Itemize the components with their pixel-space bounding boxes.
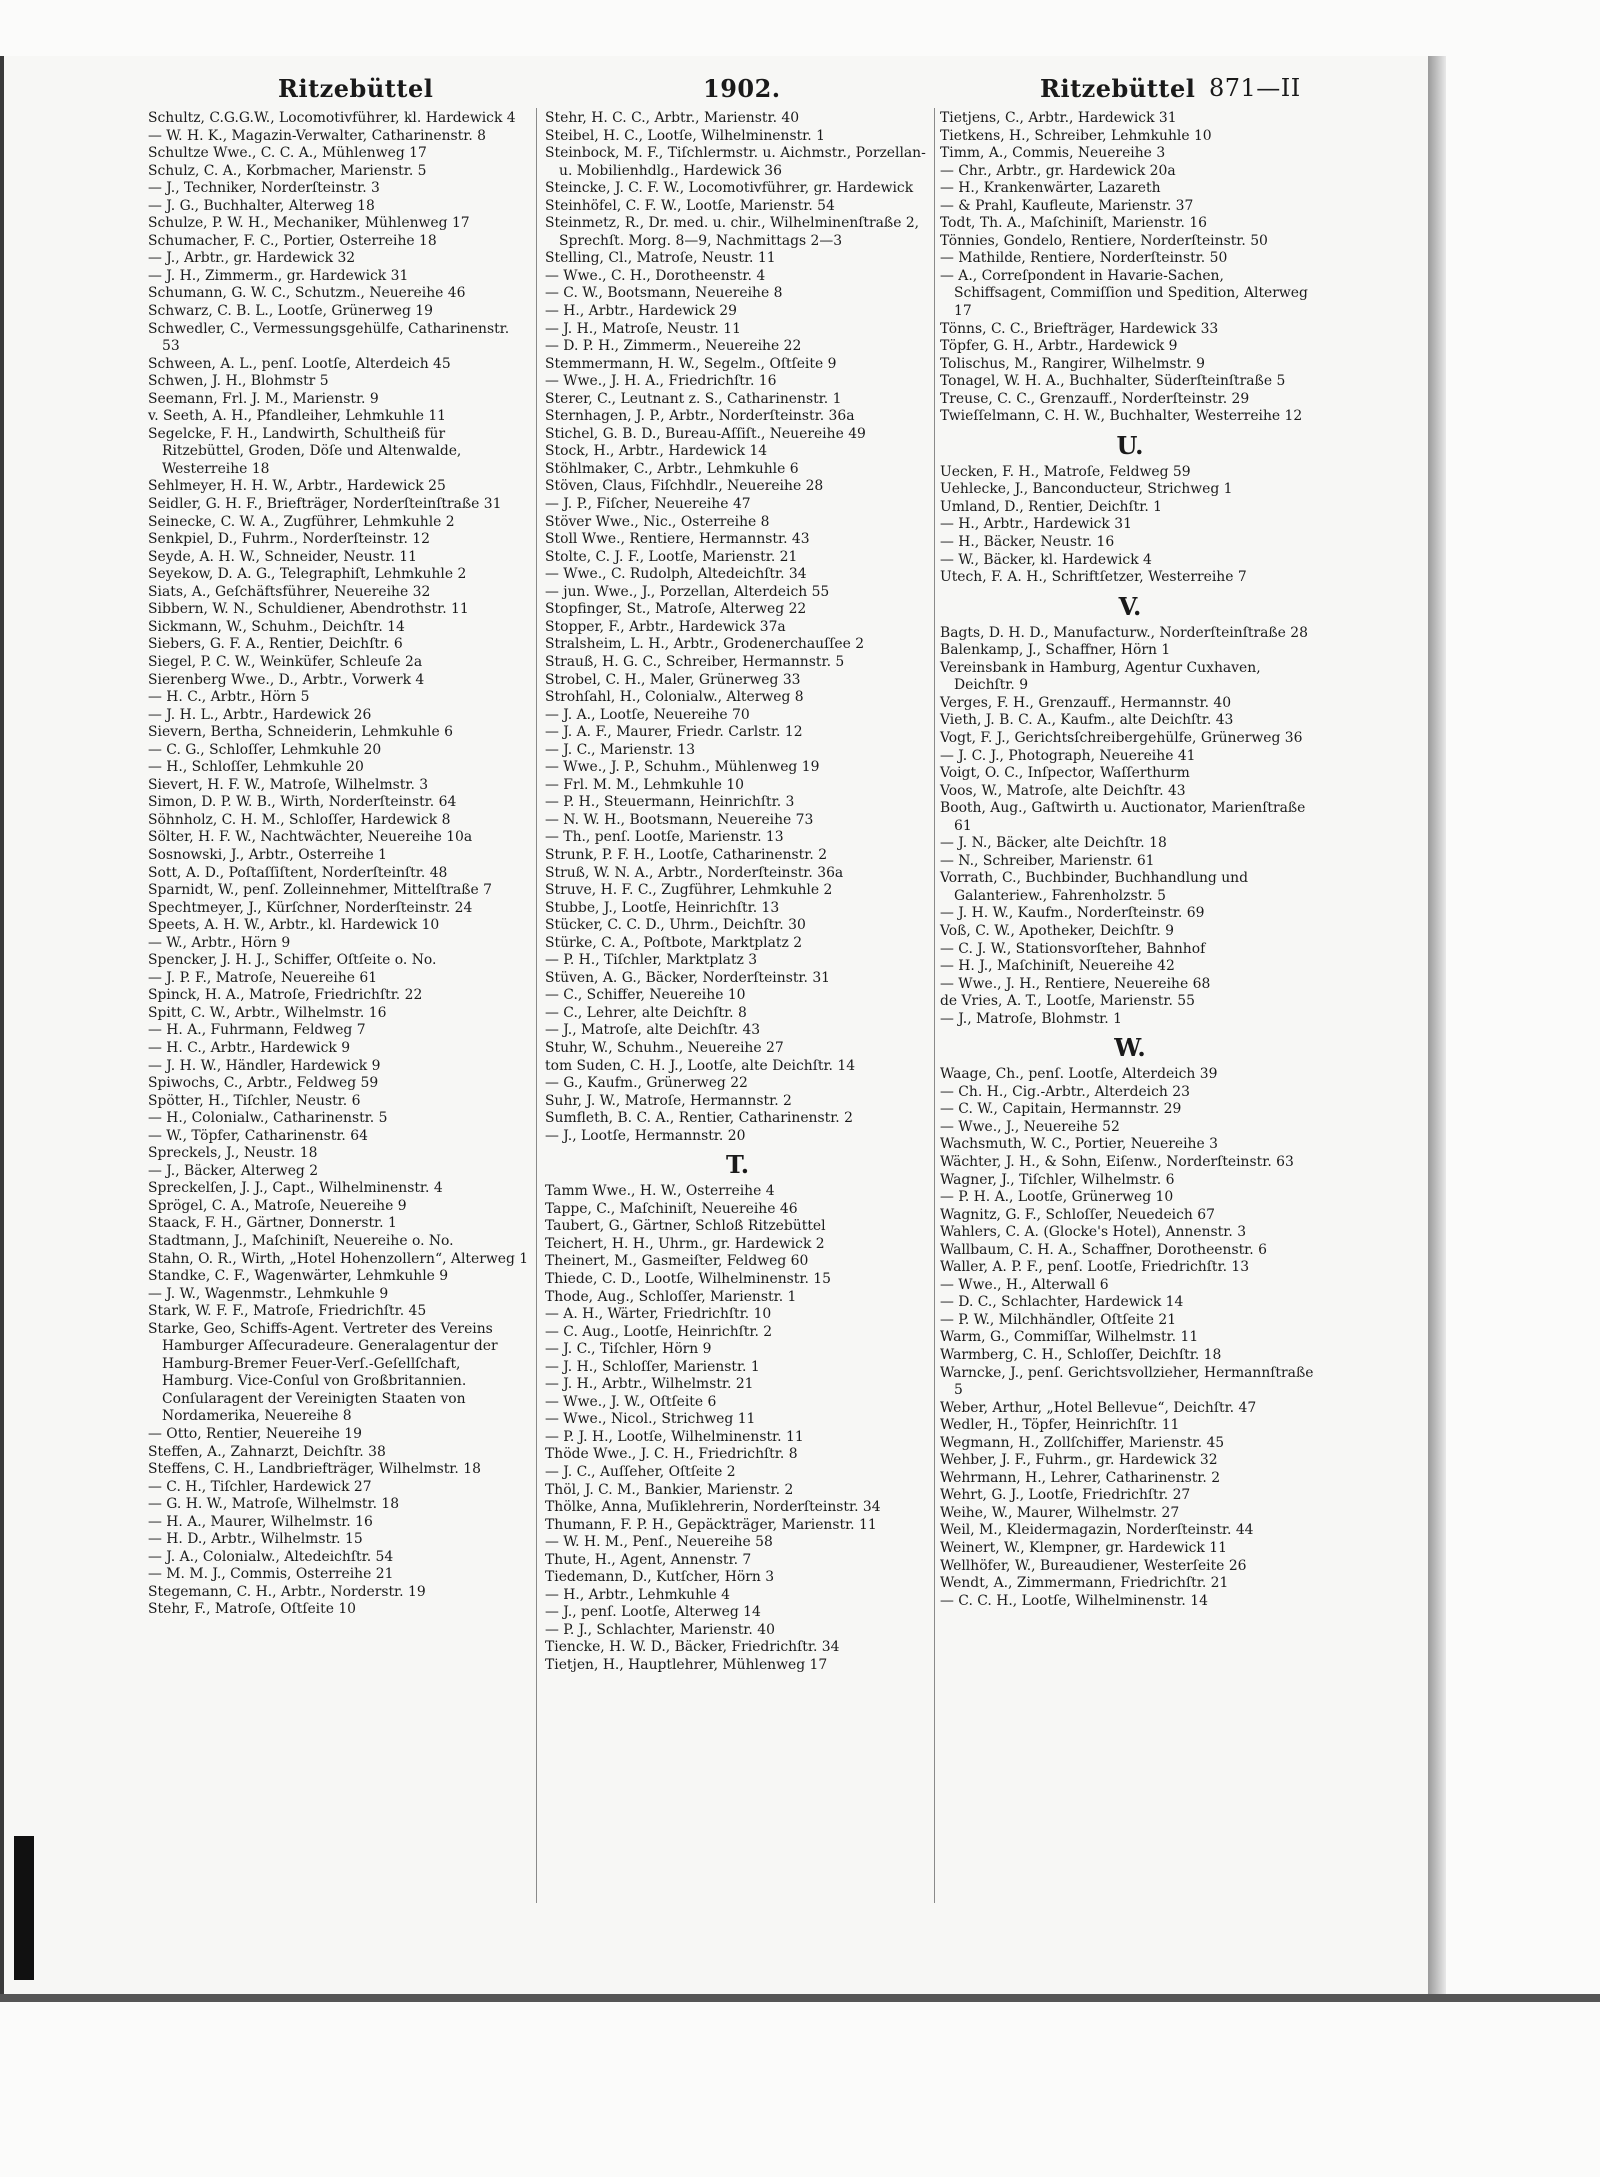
directory-entry: Seyde, A. H. W., Schneider, Neustr. 11	[148, 548, 417, 565]
directory-entry: Sierenberg Wwe., D., Arbtr., Vorwerk 4	[148, 671, 425, 688]
directory-entry: Voigt, O. C., Inſpector, Waſſerthurm	[940, 765, 1190, 782]
directory-entry: Tamm Wwe., H. W., Osterreihe 4	[545, 1183, 775, 1200]
directory-entry: Tietkens, H., Schreiber, Lehmkuhle 10	[940, 127, 1212, 144]
directory-entry: Uecken, F. H., Matroſe, Feldweg 59	[940, 463, 1191, 480]
directory-entry: Sprögel, C. A., Matroſe, Neuereihe 9	[148, 1197, 407, 1214]
column-divider	[536, 108, 537, 1903]
directory-entry: Thiede, C. D., Lootſe, Wilhelminenstr. 15	[545, 1271, 831, 1287]
directory-entry: — H. C., Arbtr., Hardewick 9	[148, 1039, 351, 1056]
directory-entry: Steinhöfel, C. F. W., Lootſe, Marienstr. 54	[545, 197, 835, 214]
directory-entry: Strunk, P. F. H., Lootſe, Catharinenstr. 2	[545, 846, 828, 863]
section-letter-heading: V.	[1118, 591, 1142, 621]
directory-entry: Thöl, J. C. M., Bankier, Marienstr. 2	[545, 1481, 794, 1498]
directory-entry: Spötter, H., Tiſchler, Neustr. 6	[148, 1092, 361, 1109]
directory-entry: Senkpiel, D., Fuhrm., Norderſteinstr. 12	[148, 531, 430, 548]
directory-entry: Verges, F. H., Grenzauff., Hermannstr. 40	[940, 694, 1232, 711]
directory-entry: Tietjen, H., Hauptlehrer, Mühlenweg 17	[545, 1657, 828, 1674]
directory-entry: — C. H., Tiſchler, Hardewick 27	[148, 1478, 372, 1495]
directory-entry: — P. J. H., Lootſe, Wilhelminenstr. 11	[545, 1428, 804, 1445]
directory-entry: — W., Arbtr., Hörn 9	[148, 934, 291, 951]
directory-entry: Wagnitz, G. F., Schloſſer, Neuedeich 67	[940, 1206, 1215, 1223]
running-header-left: Ritzebüttel	[278, 74, 434, 103]
directory-entry: Sievert, H. F. W., Matroſe, Wilhelmstr. 3	[148, 776, 429, 793]
directory-column-2	[545, 110, 930, 1675]
directory-entry: — H. J., Maſchiniſt, Neuereihe 42	[940, 958, 1175, 975]
directory-entry: — G. H. W., Matroſe, Wilhelmstr. 18	[148, 1496, 400, 1513]
directory-entry: Staack, F. H., Gärtner, Donnerstr. 1	[148, 1215, 397, 1232]
directory-entry: Utech, F. A. H., Schriftſetzer, Westerreihe 7	[940, 569, 1247, 586]
directory-entry: Struve, H. F. C., Zugführer, Lehmkuhle 2	[545, 882, 833, 899]
directory-entry: — J., Arbtr., gr. Hardewick 32	[148, 250, 356, 267]
directory-entry: Steffen, A., Zahnarzt, Deichſtr. 38	[148, 1443, 386, 1460]
directory-entry: Steincke, J. C. F. W., Locomotivführer, gr. Hardewick	[545, 180, 914, 197]
running-header-right: Ritzebüttel	[1040, 74, 1196, 103]
directory-entry: Tonagel, W. H. A., Buchhalter, Süderſteinſtraße 5	[940, 373, 1286, 390]
directory-entry: — H., Arbtr., Hardewick 29	[545, 303, 737, 320]
directory-entry: Steibel, H. C., Lootſe, Wilhelminenstr. 1	[545, 127, 825, 144]
directory-entry: — J. P., Fiſcher, Neuereihe 47	[545, 496, 751, 513]
page-number: 871—II	[1209, 74, 1301, 102]
directory-entry: — J. H., Schloſſer, Marienstr. 1	[545, 1358, 760, 1375]
directory-entry: Strauß, H. G. C., Schreiber, Hermannstr. 5	[545, 653, 845, 670]
directory-entry: Tönnies, Gondelo, Rentiere, Norderſteinstr. 50	[940, 232, 1268, 249]
directory-entry: Voß, C. W., Apotheker, Deichſtr. 9	[940, 922, 1174, 939]
directory-entry: Stark, W. F. F., Matroſe, Friedrichſtr. 45	[148, 1303, 427, 1320]
directory-entry: — J., Techniker, Norderſteinstr. 3	[148, 180, 380, 197]
directory-entry: — J. C., Tiſchler, Hörn 9	[545, 1341, 712, 1358]
running-header-year: 1902.	[703, 74, 781, 103]
directory-entry: Steinbock, M. F., Tiſchlermstr. u. Aichmstr., Porzellan- u. Mobilienhdlg., Hardewick 36	[545, 145, 926, 179]
directory-entry: Starke, Geo, Schiffs-Agent. Vertreter des Vereins Hamburger Aſſecuradeure. Generalagentur der Hamburg-Bremer Feuer-Verſ.-Geſellſchaft, Hamburg. Vice-Conſul von Großbritannien. Conſularagent der Vereinigten Staaten von Nordamerika, Neuereihe 8	[148, 1320, 498, 1425]
directory-entry: Schwarz, C. B. L., Lootſe, Grünerweg 19	[148, 303, 433, 320]
directory-entry: Tiencke, H. W. D., Bäcker, Friedrichſtr. 34	[545, 1639, 840, 1656]
directory-entry: — Th., penſ. Lootſe, Marienstr. 13	[545, 829, 784, 846]
directory-entry: — J. A., Colonialw., Altedeichſtr. 54	[148, 1548, 394, 1565]
directory-entry: — H. D., Arbtr., Wilhelmstr. 15	[148, 1531, 363, 1548]
directory-entry: — J. H., Zimmerm., gr. Hardewick 31	[148, 267, 409, 284]
directory-entry: — Wwe., Nicol., Strichweg 11	[545, 1411, 756, 1428]
directory-entry: — H., Bäcker, Neustr. 16	[940, 534, 1115, 551]
directory-entry: Teichert, H. H., Uhrm., gr. Hardewick 2	[545, 1235, 825, 1252]
directory-entry: — W. H. M., Penſ., Neuereihe 58	[545, 1534, 773, 1551]
directory-entry: Strobel, C. H., Maler, Grünerweg 33	[545, 671, 801, 688]
directory-entry: Tönns, C. C., Briefträger, Hardewick 33	[940, 320, 1219, 337]
directory-entry: — & Prahl, Kaufleute, Marienstr. 37	[940, 197, 1194, 214]
directory-entry: — A. H., Wärter, Friedrichſtr. 10	[545, 1306, 772, 1323]
directory-entry: — W. H. K., Magazin-Verwalter, Catharinenstr. 8	[148, 127, 487, 144]
directory-entry: Sibbern, W. N., Schuldiener, Abendrothstr. 11	[148, 601, 469, 618]
directory-entry: Sumfleth, B. C. A., Rentier, Catharinenstr. 2	[545, 1110, 853, 1127]
directory-entry: — C., Lehrer, alte Deichſtr. 8	[545, 1004, 747, 1021]
directory-entry: Simon, D. P. W. B., Wirth, Norderſteinstr. 64	[148, 794, 457, 811]
directory-entry: Stemmermann, H. W., Segelm., Oſtſeite 9	[545, 355, 837, 372]
directory-entry: Vereinsbank in Hamburg, Agentur Cuxhaven, Deichſtr. 9	[940, 659, 1261, 694]
directory-entry: — H., Schloſſer, Lehmkuhle 20	[148, 759, 364, 776]
directory-entry: Todt, Th. A., Maſchiniſt, Marienstr. 16	[940, 215, 1208, 232]
directory-entry: v. Seeth, A. H., Pfandleiher, Lehmkuhle 11	[148, 408, 447, 425]
directory-entry: Waage, Ch., penſ. Lootſe, Alterdeich 39	[940, 1066, 1218, 1083]
directory-entry: — Wwe., C. H., Dorotheenstr. 4	[545, 267, 766, 284]
directory-entry: Suhr, J. W., Matroſe, Hermannstr. 2	[545, 1092, 792, 1109]
directory-entry: — J. P. F., Matroſe, Neuereihe 61	[148, 969, 378, 986]
directory-entry: Theinert, M., Gasmeiſter, Feldweg 60	[545, 1253, 809, 1270]
directory-entry: Schwen, J. H., Blohmstr 5	[148, 373, 329, 390]
directory-entry: Voos, W., Matroſe, alte Deichſtr. 43	[940, 782, 1186, 799]
directory-entry: — Wwe., C. Rudolph, Altedeichſtr. 34	[545, 566, 807, 583]
directory-entry: Timm, A., Commis, Neuereihe 3	[940, 145, 1166, 162]
directory-entry: Schultz, C.G.G.W., Locomotivführer, kl. Hardewick 4	[148, 110, 516, 126]
directory-entry: tom Suden, C. H. J., Lootſe, alte Deichſtr. 14	[545, 1057, 856, 1074]
directory-entry: — P. J., Schlachter, Marienstr. 40	[545, 1621, 775, 1638]
directory-entry: Weber, Arthur, „Hotel Bellevue“, Deichſtr. 47	[940, 1399, 1257, 1416]
directory-entry: Wendt, A., Zimmermann, Friedrichſtr. 21	[940, 1575, 1229, 1592]
directory-entry: Taubert, G., Gärtner, Schloß Ritzebüttel	[545, 1218, 826, 1235]
directory-entry: Siegel, P. C. W., Weinküfer, Schleuſe 2a	[148, 653, 423, 670]
scan-bottom-edge	[0, 1994, 1600, 2002]
directory-entry: Warncke, J., penſ. Gerichtsvollzieher, Hermannſtraße 5	[940, 1364, 1314, 1399]
directory-entry: — Mathilde, Rentiere, Norderſteinstr. 50	[940, 250, 1228, 267]
directory-entry: Stöver Wwe., Nic., Osterreihe 8	[545, 513, 770, 530]
directory-entry: Bagts, D. H. D., Manufacturw., Norderſteinſtraße 28	[940, 624, 1308, 641]
page-left-edge	[0, 56, 4, 2000]
directory-entry: Sternhagen, J. P., Arbtr., Norderſteinstr. 36a	[545, 408, 855, 425]
directory-entry: Balenkamp, J., Schaffner, Hörn 1	[940, 642, 1171, 659]
directory-entry: Stöven, Claus, Fiſchhdlr., Neuereihe 28	[545, 478, 824, 495]
section-letter-heading: T.	[725, 1150, 750, 1180]
directory-entry: de Vries, A. T., Lootſe, Marienstr. 55	[940, 993, 1195, 1010]
directory-entry: Segelcke, F. H., Landwirth, Schultheiß für Ritzebüttel, Groden, Döſe und Altenwalde, Westerreihe 18	[148, 425, 462, 477]
directory-entry: — J. H. W., Händler, Hardewick 9	[148, 1057, 381, 1074]
directory-entry: — P. H., Tiſchler, Marktplatz 3	[545, 952, 758, 969]
directory-entry: Siats, A., Geſchäftsführer, Neuereihe 32	[148, 583, 431, 600]
directory-entry: Sölter, H. F. W., Nachtwächter, Neuereihe 10a	[148, 829, 473, 846]
directory-entry: — Wwe., J., Neuereihe 52	[940, 1118, 1120, 1135]
directory-entry: — M. M. J., Commis, Osterreihe 21	[148, 1566, 394, 1583]
directory-entry: Spinck, H. A., Matroſe, Friedrichſtr. 22	[148, 987, 423, 1004]
directory-entry: Sparnidt, W., penſ. Zolleinnehmer, Mittelſtraße 7	[148, 882, 492, 899]
directory-entry: — H. C., Arbtr., Hörn 5	[148, 689, 310, 706]
directory-entry: Struß, W. N. A., Arbtr., Norderſteinstr. 36a	[545, 864, 844, 881]
directory-entry: Wehber, J. F., Fuhrm., gr. Hardewick 32	[940, 1452, 1218, 1469]
directory-entry: — J. H., Matroſe, Neustr. 11	[545, 320, 741, 337]
directory-entry: Stöhlmaker, C., Arbtr., Lehmkuhle 6	[545, 460, 799, 477]
directory-entry: — jun. Wwe., J., Porzellan, Alterdeich 55	[545, 583, 830, 600]
directory-entry: — Wwe., H., Alterwall 6	[940, 1276, 1109, 1293]
directory-entry: Wellhöfer, W., Bureaudiener, Westerſeite 26	[940, 1557, 1247, 1574]
directory-entry: Siebers, G. F. A., Rentier, Deichſtr. 6	[148, 636, 403, 653]
directory-entry: Stopfinger, St., Matroſe, Alterweg 22	[545, 601, 807, 618]
directory-entry: Vorrath, C., Buchbinder, Buchhandlung und Galanteriew., Fahrenholzstr. 5	[940, 870, 1249, 904]
directory-entry: — H. A., Fuhrmann, Feldweg 7	[148, 1022, 366, 1039]
directory-entry: — J. H. W., Kaufm., Norderſteinstr. 69	[940, 905, 1205, 922]
directory-entry: — Ch. H., Cig.-Arbtr., Alterdeich 23	[940, 1083, 1190, 1100]
directory-entry: Stehr, F., Matroſe, Oſtſeite 10	[148, 1601, 357, 1618]
directory-entry: — W., Töpfer, Catharinenstr. 64	[148, 1127, 368, 1144]
directory-entry: Spreckelſen, J. J., Capt., Wilhelminenstr. 4	[148, 1180, 443, 1197]
directory-entry: Vogt, F. J., Gerichtsſchreibergehülfe, Grünerweg 36	[940, 729, 1303, 746]
directory-entry: Stürke, C. A., Poſtbote, Marktplatz 2	[545, 934, 803, 951]
directory-entry: Umland, D., Rentier, Deichſtr. 1	[940, 498, 1163, 515]
directory-entry: Seemann, Frl. J. M., Marienstr. 9	[148, 390, 379, 407]
directory-entry: Stuhr, W., Schuhm., Neuereihe 27	[545, 1039, 784, 1056]
directory-entry: Thöde Wwe., J. C. H., Friedrichſtr. 8	[545, 1446, 798, 1463]
directory-entry: — J., penſ. Lootſe, Alterweg 14	[545, 1604, 761, 1621]
directory-entry: Stadtmann, J., Maſchiniſt, Neuereihe o. No.	[148, 1233, 454, 1249]
directory-entry: Vieth, J. B. C. A., Kaufm., alte Deichſtr. 43	[940, 712, 1234, 729]
directory-entry: Wachsmuth, W. C., Portier, Neuereihe 3	[940, 1136, 1218, 1153]
directory-entry: Spencker, J. H. J., Schiffer, Oſtſeite o. No.	[148, 952, 437, 969]
directory-entry: — C. W., Bootsmann, Neuereihe 8	[545, 285, 783, 302]
directory-entry: Tappe, C., Maſchiniſt, Neuereihe 46	[545, 1200, 798, 1217]
directory-entry: — C. C. H., Lootſe, Wilhelminenstr. 14	[940, 1592, 1208, 1609]
directory-entry: Wallbaum, C. H. A., Schaffner, Dorotheenstr. 6	[940, 1241, 1267, 1258]
directory-entry: Stelling, Cl., Matroſe, Neustr. 11	[545, 250, 776, 267]
directory-entry: Stolte, C. J. F., Lootſe, Marienstr. 21	[545, 548, 798, 565]
directory-entry: Sott, A. D., Poſtaſſiſtent, Norderſteinſtr. 48	[148, 864, 448, 881]
directory-entry: Sickmann, W., Schuhm., Deichſtr. 14	[148, 618, 405, 635]
directory-entry: Töpfer, G. H., Arbtr., Hardewick 9	[940, 338, 1178, 355]
directory-entry: Schumann, G. W. C., Schutzm., Neuereihe 46	[148, 285, 466, 302]
section-letter-heading: W.	[1114, 1033, 1146, 1063]
directory-entry: Stegemann, C. H., Arbtr., Norderstr. 19	[148, 1583, 426, 1600]
directory-entry: — H., Krankenwärter, Lazareth	[940, 180, 1161, 197]
directory-entry: — J., Lootſe, Hermannstr. 20	[545, 1127, 746, 1144]
directory-entry: Stock, H., Arbtr., Hardewick 14	[545, 443, 768, 460]
directory-entry: — H. A., Maurer, Wilhelmstr. 16	[148, 1513, 373, 1530]
directory-entry: — J. A., Lootſe, Neuereihe 70	[545, 706, 750, 723]
directory-entry: — P. W., Milchhändler, Oſtſeite 21	[940, 1311, 1177, 1328]
directory-entry: Thute, H., Agent, Annenstr. 7	[545, 1551, 752, 1568]
directory-entry: Schween, A. L., penſ. Lootſe, Alterdeich 45	[148, 355, 451, 372]
directory-entry: — W., Bäcker, kl. Hardewick 4	[940, 551, 1152, 568]
directory-entry: Strohſahl, H., Colonialw., Alterweg 8	[545, 689, 804, 706]
directory-entry: Warm, G., Commiſſar, Wilhelmstr. 11	[940, 1329, 1199, 1346]
directory-entry: Wedler, H., Töpfer, Heinrichſtr. 11	[940, 1417, 1180, 1434]
directory-entry: — P. H. A., Lootſe, Grünerweg 10	[940, 1189, 1174, 1206]
directory-entry: Treuse, C. C., Grenzauff., Norderſteinstr. 29	[940, 390, 1250, 407]
directory-entry: — J. H., Arbtr., Wilhelmstr. 21	[545, 1376, 754, 1393]
directory-entry: Speets, A. H. W., Arbtr., kl. Hardewick 10	[148, 917, 440, 934]
directory-entry: Wehrt, G. J., Lootſe, Friedrichſtr. 27	[940, 1487, 1191, 1504]
directory-entry: — Wwe., J. H. A., Friedrichſtr. 16	[545, 373, 777, 390]
directory-entry: — Chr., Arbtr., gr. Hardewick 20a	[940, 162, 1176, 179]
directory-entry: Spiwochs, C., Arbtr., Feldweg 59	[148, 1075, 379, 1092]
directory-entry: — C. W., Capitain, Hermannstr. 29	[940, 1101, 1182, 1118]
directory-entry: Schulze, P. W. H., Mechaniker, Mühlenweg 17	[148, 215, 470, 232]
directory-entry: — Wwe., J. W., Oſtſeite 6	[545, 1393, 717, 1410]
directory-entry: Wahlers, C. A. (Glocke's Hotel), Annenstr. 3	[940, 1224, 1247, 1241]
directory-entry: Thumann, F. P. H., Gepäckträger, Marienstr. 11	[545, 1516, 877, 1533]
directory-entry: — C. J. W., Stationsvorſteher, Bahnhof	[940, 940, 1206, 957]
directory-entry: Schwedler, C., Vermessungsgehülfe, Catharinenstr. 53	[148, 320, 510, 355]
directory-entry: — D. P. H., Zimmerm., Neuereihe 22	[545, 338, 802, 355]
directory-entry: Stralsheim, L. H., Arbtr., Grodenerchauſſee 2	[545, 636, 865, 653]
directory-entry: Thode, Aug., Schloſſer, Marienstr. 1	[545, 1288, 797, 1305]
directory-entry: Schumacher, F. C., Portier, Osterreihe 18	[148, 232, 437, 249]
directory-entry: Stehr, H. C. C., Arbtr., Marienstr. 40	[545, 110, 800, 126]
section-letter-heading: U.	[1116, 430, 1144, 460]
directory-entry: Seinecke, C. W. A., Zugführer, Lehmkuhle 2	[148, 513, 455, 530]
directory-entry: — Wwe., J. H., Rentiere, Neuereihe 68	[940, 975, 1211, 992]
directory-entry: Sievern, Bertha, Schneiderin, Lehmkuhle 6	[148, 724, 453, 741]
directory-entry: Weil, M., Kleidermagazin, Norderſteinstr. 44	[940, 1522, 1254, 1539]
directory-entry: Steffens, C. H., Landbriefträger, Wilhelmstr. 18	[148, 1461, 481, 1478]
directory-entry: Steinmetz, R., Dr. med. u. chir., Wilhelminenſtraße 2, Sprechſt. Morg. 8—9, Nachmittags 2—3	[545, 215, 920, 249]
directory-entry: Uehlecke, J., Banconducteur, Strichweg 1	[940, 481, 1233, 498]
directory-entry: — G., Kaufm., Grünerweg 22	[545, 1075, 748, 1092]
directory-entry: Sterer, C., Leutnant z. S., Catharinenstr. 1	[545, 390, 842, 407]
directory-entry: — H., Arbtr., Hardewick 31	[940, 516, 1132, 533]
directory-entry: — C. Aug., Lootſe, Heinrichſtr. 2	[545, 1323, 773, 1340]
directory-entry: — H., Colonialw., Catharinenstr. 5	[148, 1110, 388, 1127]
directory-entry: Tietjens, C., Arbtr., Hardewick 31	[940, 110, 1177, 126]
directory-entry: — N., Schreiber, Marienstr. 61	[940, 852, 1155, 869]
directory-entry: — J., Matroſe, Blohmstr. 1	[940, 1010, 1122, 1027]
directory-entry: — J. W., Wagenmstr., Lehmkuhle 9	[148, 1285, 389, 1302]
directory-entry: — J. C., Marienstr. 13	[545, 741, 696, 758]
directory-entry: Seidler, G. H. F., Briefträger, Norderſteinſtraße 31	[148, 496, 502, 513]
directory-entry: Spechtmeyer, J., Kürſchner, Norderſteinstr. 24	[148, 899, 473, 916]
directory-entry: — J., Matroſe, alte Deichſtr. 43	[545, 1022, 761, 1039]
directory-entry: — C. G., Schloſſer, Lehmkuhle 20	[148, 741, 382, 758]
directory-entry: Wehrmann, H., Lehrer, Catharinenstr. 2	[940, 1469, 1221, 1486]
directory-entry: Tolischus, M., Rangirer, Wilhelmstr. 9	[940, 355, 1205, 372]
directory-entry: — H., Arbtr., Lehmkuhle 4	[545, 1586, 730, 1603]
directory-entry: — J. C. J., Photograph, Neuereihe 41	[940, 747, 1196, 764]
directory-entry: — J. N., Bäcker, alte Deichſtr. 18	[940, 835, 1167, 852]
directory-entry: Twieſſelmann, C. H. W., Buchhalter, Westerreihe 12	[940, 408, 1303, 425]
directory-entry: Schulz, C. A., Korbmacher, Marienstr. 5	[148, 162, 427, 179]
directory-entry: Tiedemann, D., Kutſcher, Hörn 3	[545, 1569, 775, 1586]
directory-entry: — J. G., Buchhalter, Alterweg 18	[148, 197, 375, 214]
directory-entry: Stüven, A. G., Bäcker, Norderſteinstr. 31	[545, 969, 831, 986]
directory-entry: — D. C., Schlachter, Hardewick 14	[940, 1294, 1184, 1311]
directory-entry: Thölke, Anna, Muſiklehrerin, Norderſteinstr. 34	[545, 1499, 881, 1516]
directory-entry: Schultze Wwe., C. C. A., Mühlenweg 17	[148, 145, 427, 162]
directory-column-3	[940, 110, 1320, 1610]
directory-entry: Wegmann, H., Zollſchiffer, Marienstr. 45	[940, 1434, 1225, 1451]
directory-entry: Sehlmeyer, H. H. W., Arbtr., Hardewick 25	[148, 478, 446, 495]
binding-mark	[14, 1836, 34, 1980]
directory-entry: Stubbe, J., Lootſe, Heinrichſtr. 13	[545, 899, 780, 916]
directory-entry: Stichel, G. B. D., Bureau-Aſſiſt., Neuereihe 49	[545, 425, 866, 442]
column-divider	[934, 108, 935, 1903]
directory-entry: Söhnholz, C. H. M., Schloſſer, Hardewick 8	[148, 811, 451, 828]
directory-entry: — J. H. L., Arbtr., Hardewick 26	[148, 706, 372, 723]
directory-entry: Booth, Aug., Gaſtwirth u. Auctionator, Marienſtraße 61	[940, 800, 1306, 834]
directory-entry: Stücker, C. C. D., Uhrm., Deichſtr. 30	[545, 917, 806, 934]
directory-entry: Spitt, C. W., Arbtr., Wilhelmstr. 16	[148, 1004, 387, 1021]
directory-entry: — Wwe., J. P., Schuhm., Mühlenweg 19	[545, 759, 820, 776]
directory-entry: Stahn, O. R., Wirth, „Hotel Hohenzollern“, Alterweg 1	[148, 1250, 529, 1267]
directory-entry: — C., Schiffer, Neuereihe 10	[545, 987, 746, 1004]
directory-entry: — N. W. H., Bootsmann, Neuereihe 73	[545, 811, 814, 828]
directory-entry: — Otto, Rentier, Neuereihe 19	[148, 1426, 362, 1443]
directory-entry: — J. C., Auſſeher, Oſtſeite 2	[545, 1464, 736, 1481]
directory-entry: Seyekow, D. A. G., Telegraphiſt, Lehmkuhle 2	[148, 566, 467, 583]
directory-entry: Weinert, W., Klempner, gr. Hardewick 11	[940, 1540, 1227, 1557]
directory-entry: — J. A. F., Maurer, Friedr. Carlstr. 12	[545, 724, 803, 741]
directory-entry: — J., Bäcker, Alterweg 2	[148, 1162, 319, 1179]
directory-column-1	[148, 110, 530, 1619]
directory-entry: Stopper, F., Arbtr., Hardewick 37a	[545, 618, 786, 635]
directory-entry: Stoll Wwe., Rentiere, Hermannstr. 43	[545, 531, 810, 548]
directory-entry: Warmberg, C. H., Schloſſer, Deichſtr. 18	[940, 1347, 1222, 1363]
directory-entry: — P. H., Steuermann, Heinrichſtr. 3	[545, 794, 795, 811]
directory-entry: — Frl. M. M., Lehmkuhle 10	[545, 776, 745, 793]
directory-entry: Standke, C. F., Wagenwärter, Lehmkuhle 9	[148, 1268, 449, 1285]
directory-entry: Waller, A. P. F., penſ. Lootſe, Friedrichſtr. 13	[940, 1259, 1250, 1276]
directory-entry: Weihe, W., Maurer, Wilhelmstr. 27	[940, 1504, 1180, 1521]
directory-entry: Sosnowski, J., Arbtr., Osterreihe 1	[148, 846, 387, 863]
directory-entry: Wächter, J. H., & Sohn, Eiſenw., Norderſteinstr. 63	[940, 1153, 1294, 1170]
directory-entry: — A., Correſpondent in Havarie-Sachen, Schiffsagent, Commiſſion und Spedition, Alterweg 17	[940, 267, 1308, 320]
directory-entry: Spreckels, J., Neustr. 18	[148, 1145, 318, 1162]
directory-entry: Wagner, J., Tiſchler, Wilhelmstr. 6	[940, 1171, 1175, 1188]
page-gutter-shadow	[1428, 56, 1446, 2000]
